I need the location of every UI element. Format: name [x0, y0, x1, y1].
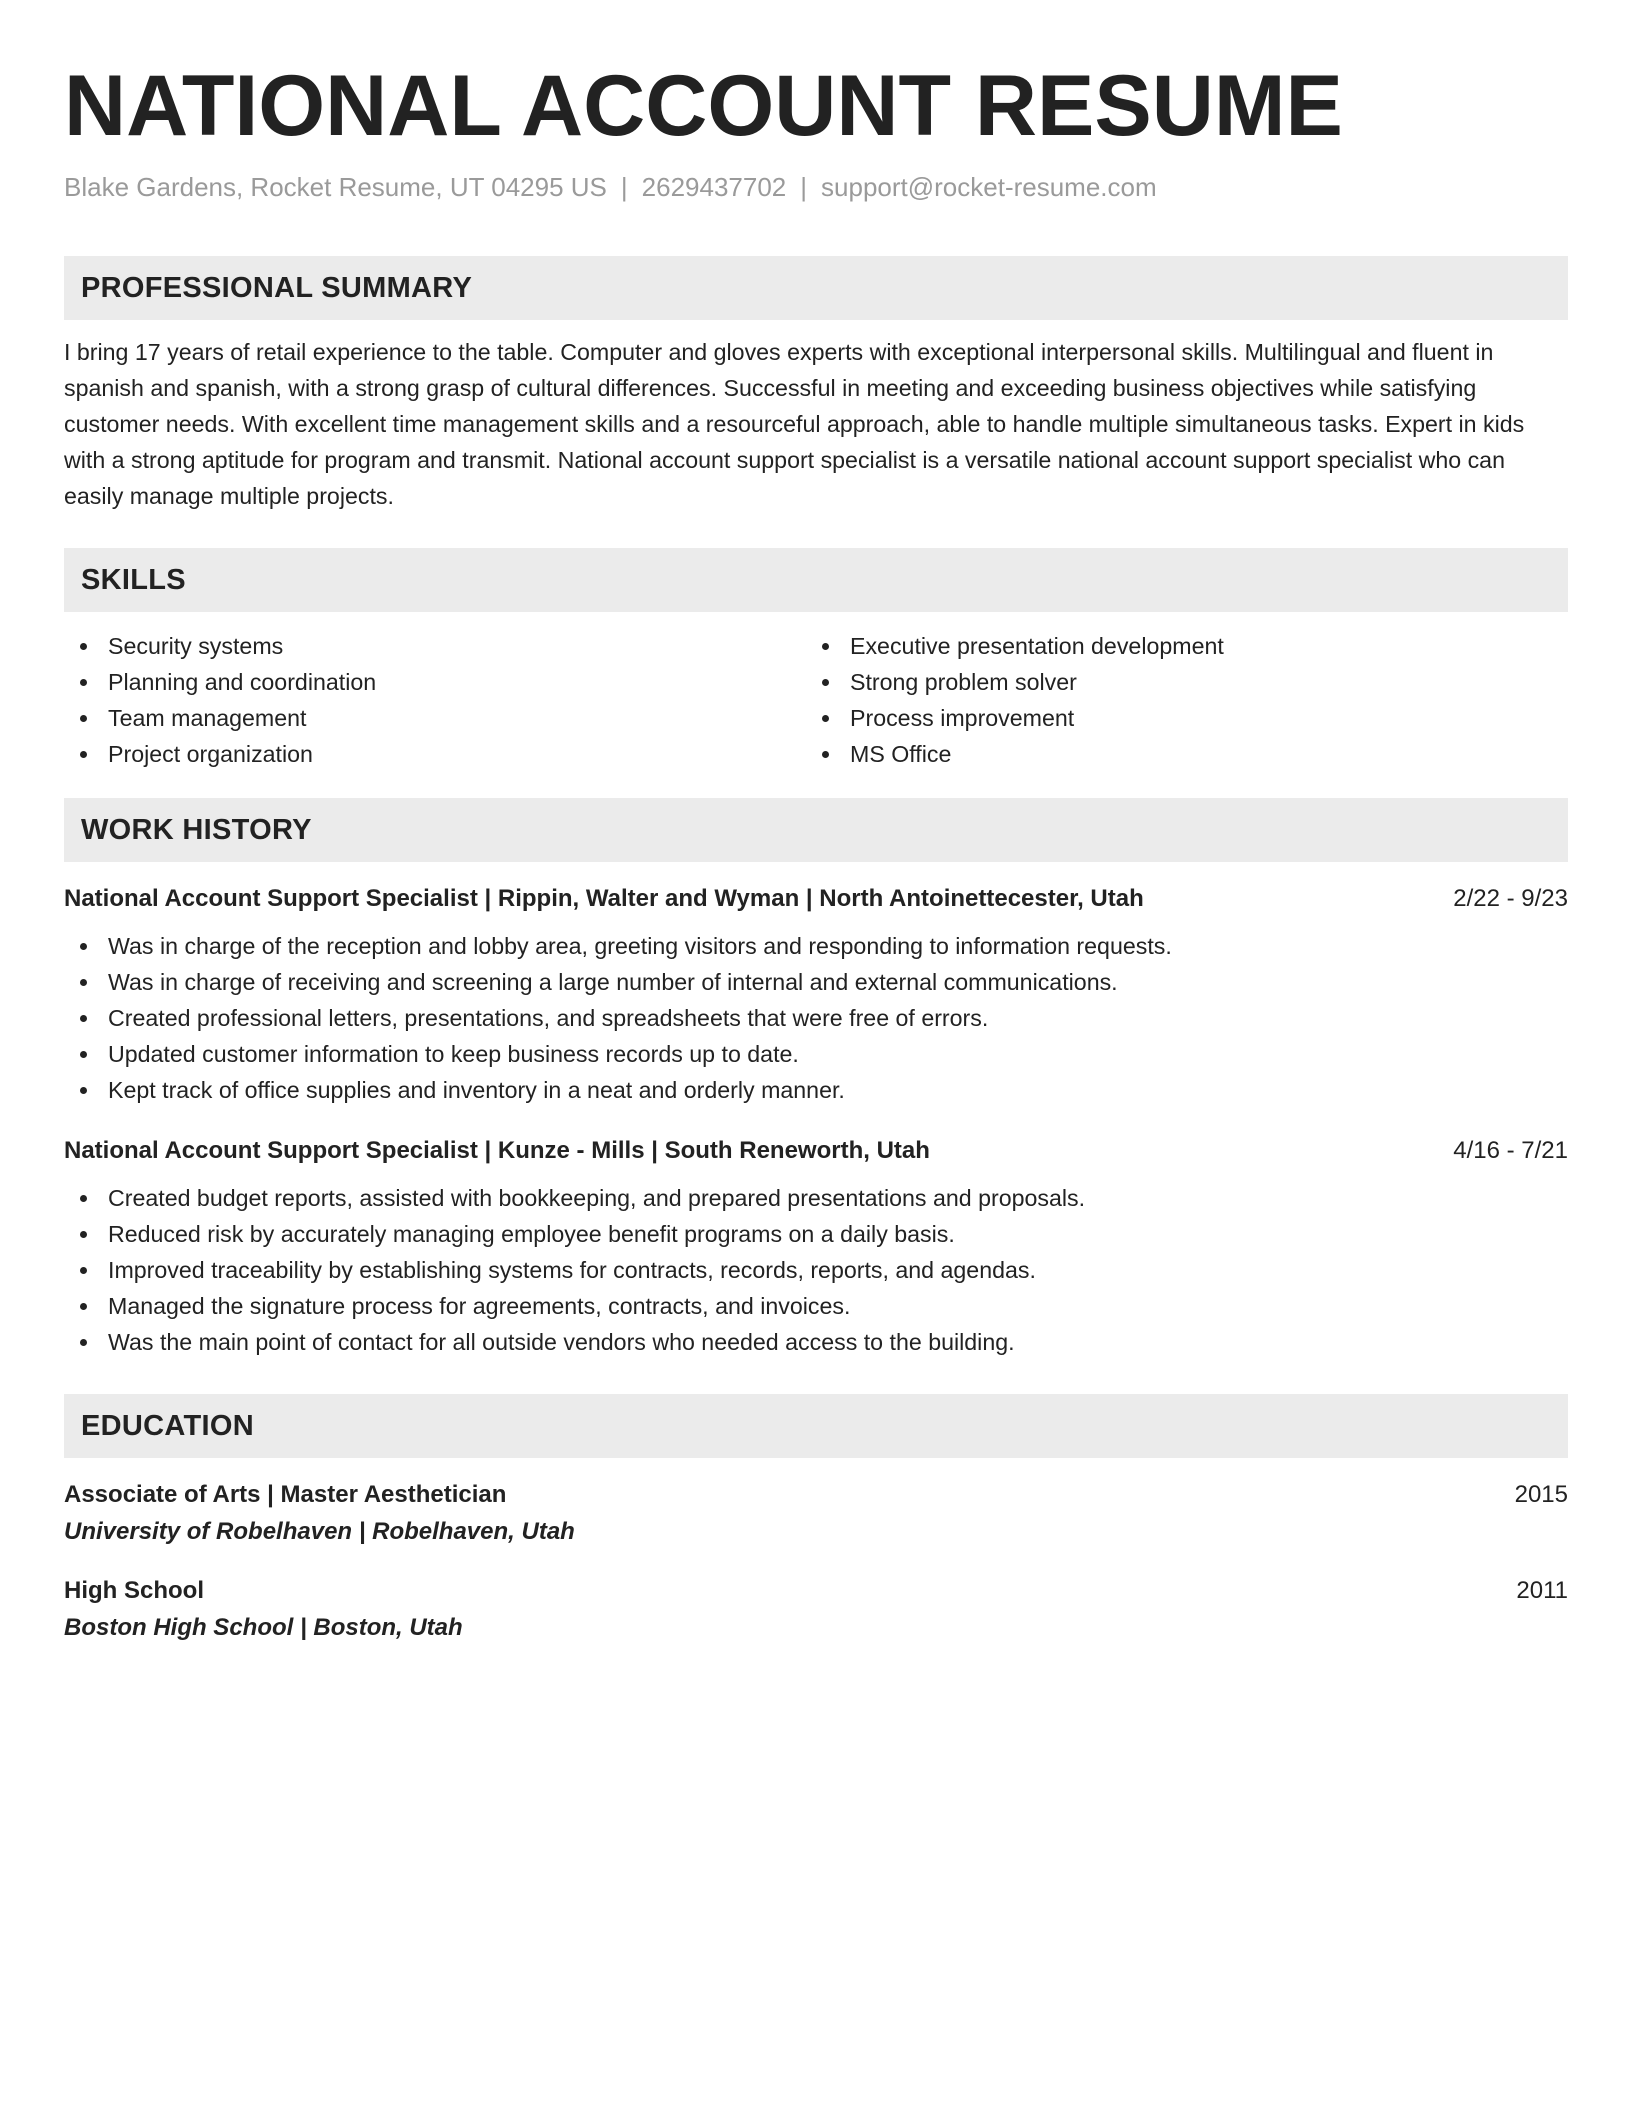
skill-item: Process improvement — [806, 700, 1548, 736]
job-duty: Created professional letters, presentations, and spreadsheets that were free of errors. — [64, 1000, 1568, 1036]
summary-heading: PROFESSIONAL SUMMARY — [64, 256, 1568, 320]
education-school: University of Robelhaven | Robelhaven, Utah — [64, 1518, 575, 1545]
skill-item: Executive presentation development — [806, 628, 1548, 664]
contact-line — [64, 170, 1568, 204]
summary-text: I bring 17 years of retail experience to the table. Computer and gloves experts with exceptional interpersonal skills. Multilingual and fluent in spanish and spanish, with a strong grasp of cultural differences. Successful in meeting and exceeding business objectives while satisfying customer needs. With excellent time management skills and a resourceful approach, able to handle multiple simultaneous tasks. Expert in kids with a strong aptitude for program and transmit. National account support specialist is a versatile national account support specialist who can easily manage multiple projects. — [64, 339, 1525, 509]
job-entry — [64, 882, 1568, 1108]
job-header — [64, 1134, 1568, 1168]
contact-email: support@rocket-resume.com — [821, 172, 1157, 202]
education-year: 2015 — [1514, 1481, 1568, 1508]
job-title: National Account Support Specialist | Kunze - Mills | South Reneworth, Utah — [64, 1137, 930, 1164]
contact-separator: | — [800, 172, 808, 202]
contact-separator: | — [620, 172, 628, 202]
education-entry — [64, 1574, 1568, 1648]
job-duties — [64, 1180, 1568, 1360]
education-degree: Associate of Arts | Master Aesthetician — [64, 1481, 507, 1508]
skill-item: Planning and coordination — [64, 664, 806, 700]
resume-title: NATIONAL ACCOUNT RESUME — [64, 58, 1343, 154]
job-dates: 4/16 - 7/21 — [1453, 1137, 1568, 1164]
education-header — [64, 1478, 1568, 1512]
job-duty: Improved traceability by establishing systems for contracts, records, reports, and agendas. — [64, 1252, 1568, 1288]
skills-column-left — [64, 628, 806, 772]
job-duty: Created budget reports, assisted with bookkeeping, and prepared presentations and proposals. — [64, 1180, 1568, 1216]
skill-item: MS Office — [806, 736, 1548, 772]
job-duty: Was in charge of the reception and lobby area, greeting visitors and responding to information requests. — [64, 928, 1568, 964]
skills-heading: SKILLS — [64, 548, 1568, 612]
job-duties — [64, 928, 1568, 1108]
skills-column-right — [806, 628, 1548, 772]
education-heading: EDUCATION — [64, 1394, 1568, 1458]
skill-item: Team management — [64, 700, 806, 736]
job-title: National Account Support Specialist | Rippin, Walter and Wyman | North Antoinettecester, Utah — [64, 885, 1144, 912]
job-duty: Managed the signature process for agreements, contracts, and invoices. — [64, 1288, 1568, 1324]
skill-item: Project organization — [64, 736, 806, 772]
education-year: 2011 — [1516, 1577, 1568, 1604]
work-history-heading: WORK HISTORY — [64, 798, 1568, 862]
skill-item: Strong problem solver — [806, 664, 1548, 700]
education-header — [64, 1574, 1568, 1608]
education-entry — [64, 1478, 1568, 1552]
job-dates: 2/22 - 9/23 — [1453, 885, 1568, 912]
education-school: Boston High School | Boston, Utah — [64, 1614, 463, 1641]
job-entry — [64, 1134, 1568, 1360]
contact-phone: 2629437702 — [641, 172, 787, 202]
contact-address: Blake Gardens, Rocket Resume, UT 04295 US — [64, 172, 607, 202]
skills-list — [64, 628, 1568, 772]
job-duty: Reduced risk by accurately managing employee benefit programs on a daily basis. — [64, 1216, 1568, 1252]
job-duty: Was the main point of contact for all outside vendors who needed access to the building. — [64, 1324, 1568, 1360]
education-degree: High School — [64, 1577, 204, 1604]
job-duty: Updated customer information to keep business records up to date. — [64, 1036, 1568, 1072]
job-header — [64, 882, 1568, 916]
resume-page — [64, 56, 1568, 1648]
job-duty: Kept track of office supplies and inventory in a neat and orderly manner. — [64, 1072, 1568, 1108]
job-duty: Was in charge of receiving and screening a large number of internal and external communications. — [64, 964, 1568, 1000]
skill-item: Security systems — [64, 628, 806, 664]
